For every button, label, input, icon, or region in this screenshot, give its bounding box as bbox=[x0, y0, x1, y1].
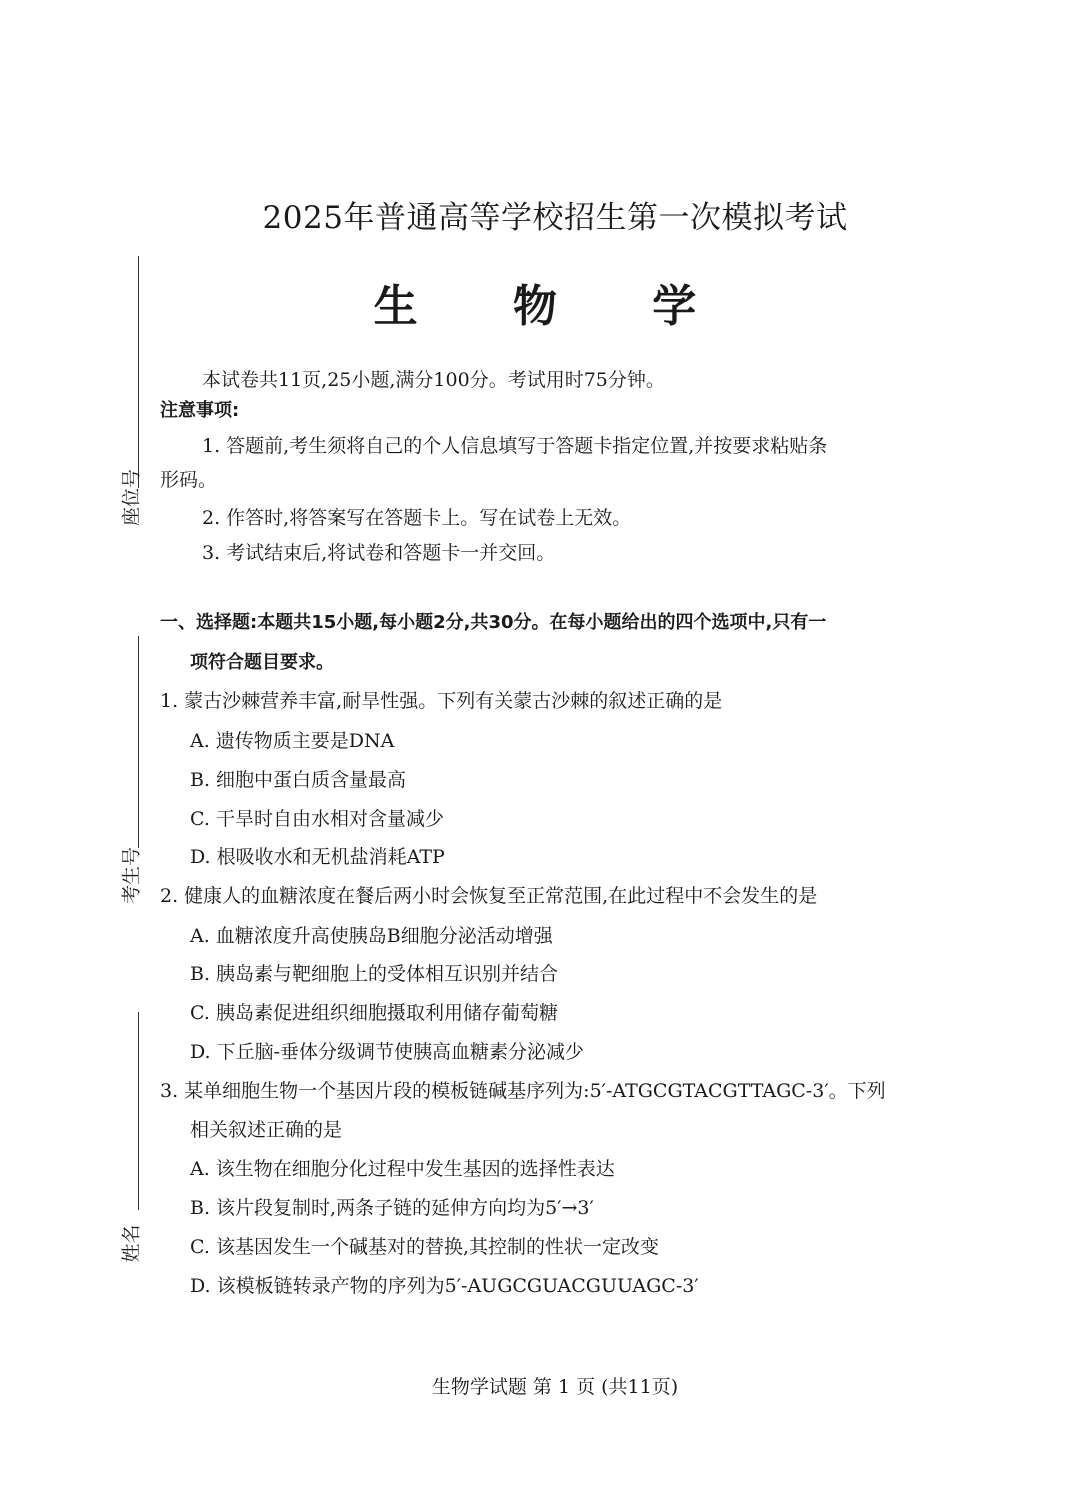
question-1-option-d: D. 根吸收水和无机盐消耗ATP bbox=[190, 846, 445, 868]
question-1-option-a: A. 遗传物质主要是DNA bbox=[190, 730, 395, 752]
question-1-option-b: B. 细胞中蛋白质含量最高 bbox=[190, 769, 407, 791]
name-label: 姓名 bbox=[120, 1224, 143, 1263]
question-2-option-d: D. 下丘脑-垂体分级调节使胰高血糖素分泌减少 bbox=[190, 1041, 585, 1063]
note-1-line-1: 1. 答题前,考生须将自己的个人信息填写于答题卡指定位置,并按要求粘贴条 bbox=[202, 435, 828, 457]
subject-title: 生 物 学 bbox=[373, 281, 737, 332]
note-1-line-2: 形码。 bbox=[160, 469, 218, 491]
question-1-option-c: C. 干旱时自由水相对含量减少 bbox=[190, 808, 444, 830]
note-3: 3. 考试结束后,将试卷和答题卡一并交回。 bbox=[202, 542, 556, 564]
notes-heading: 注意事项: bbox=[160, 400, 240, 421]
question-2-option-a: A. 血糖浓度升高使胰岛B细胞分泌活动增强 bbox=[190, 925, 553, 947]
note-2: 2. 作答时,将答案写在答题卡上。写在试卷上无效。 bbox=[202, 507, 632, 529]
intro-text: 本试卷共11页,25小题,满分100分。考试用时75分钟。 bbox=[202, 369, 665, 391]
section-1-heading-line-1: 一、选择题:本题共15小题,每小题2分,共30分。在每小题给出的四个选项中,只有一 bbox=[160, 612, 827, 633]
question-2-option-b: B. 胰岛素与靶细胞上的受体相互识别并结合 bbox=[190, 963, 559, 985]
question-2-stem: 2. 健康人的血糖浓度在餐后两小时会恢复至正常范围,在此过程中不会发生的是 bbox=[160, 885, 818, 907]
question-1-stem: 1. 蒙古沙棘营养丰富,耐旱性强。下列有关蒙古沙棘的叙述正确的是 bbox=[160, 690, 723, 712]
question-3-option-d: D. 该模板链转录产物的序列为5′-AUGCGUACGUUAGC-3′ bbox=[190, 1275, 699, 1297]
seat-line bbox=[138, 256, 139, 488]
name-line bbox=[138, 1012, 139, 1210]
section-1-heading-line-2: 项符合题目要求。 bbox=[190, 652, 334, 673]
exam-no-line bbox=[138, 636, 139, 848]
question-3-stem-line-1: 3. 某单细胞生物一个基因片段的模板链碱基序列为:5′-ATGCGTACGTTAGC-3′。下列 bbox=[160, 1080, 886, 1102]
question-3-option-a: A. 该生物在细胞分化过程中发生基因的选择性表达 bbox=[190, 1158, 615, 1180]
page-footer: 生物学试题 第 1 页 (共11页) bbox=[431, 1376, 679, 1398]
exam-no-label: 考生号 bbox=[120, 847, 143, 905]
question-3-option-c: C. 该基因发生一个碱基对的替换,其控制的性状一定改变 bbox=[190, 1236, 659, 1258]
question-3-stem-line-2: 相关叙述正确的是 bbox=[190, 1119, 343, 1141]
question-3-option-b: B. 该片段复制时,两条子链的延伸方向均为5′→3′ bbox=[190, 1197, 594, 1219]
question-2-option-c: C. 胰岛素促进组织细胞摄取利用储存葡萄糖 bbox=[190, 1002, 558, 1024]
seat-label: 座位号 bbox=[120, 469, 143, 527]
exam-title: 2025年普通高等学校招生第一次模拟考试 bbox=[262, 200, 848, 236]
